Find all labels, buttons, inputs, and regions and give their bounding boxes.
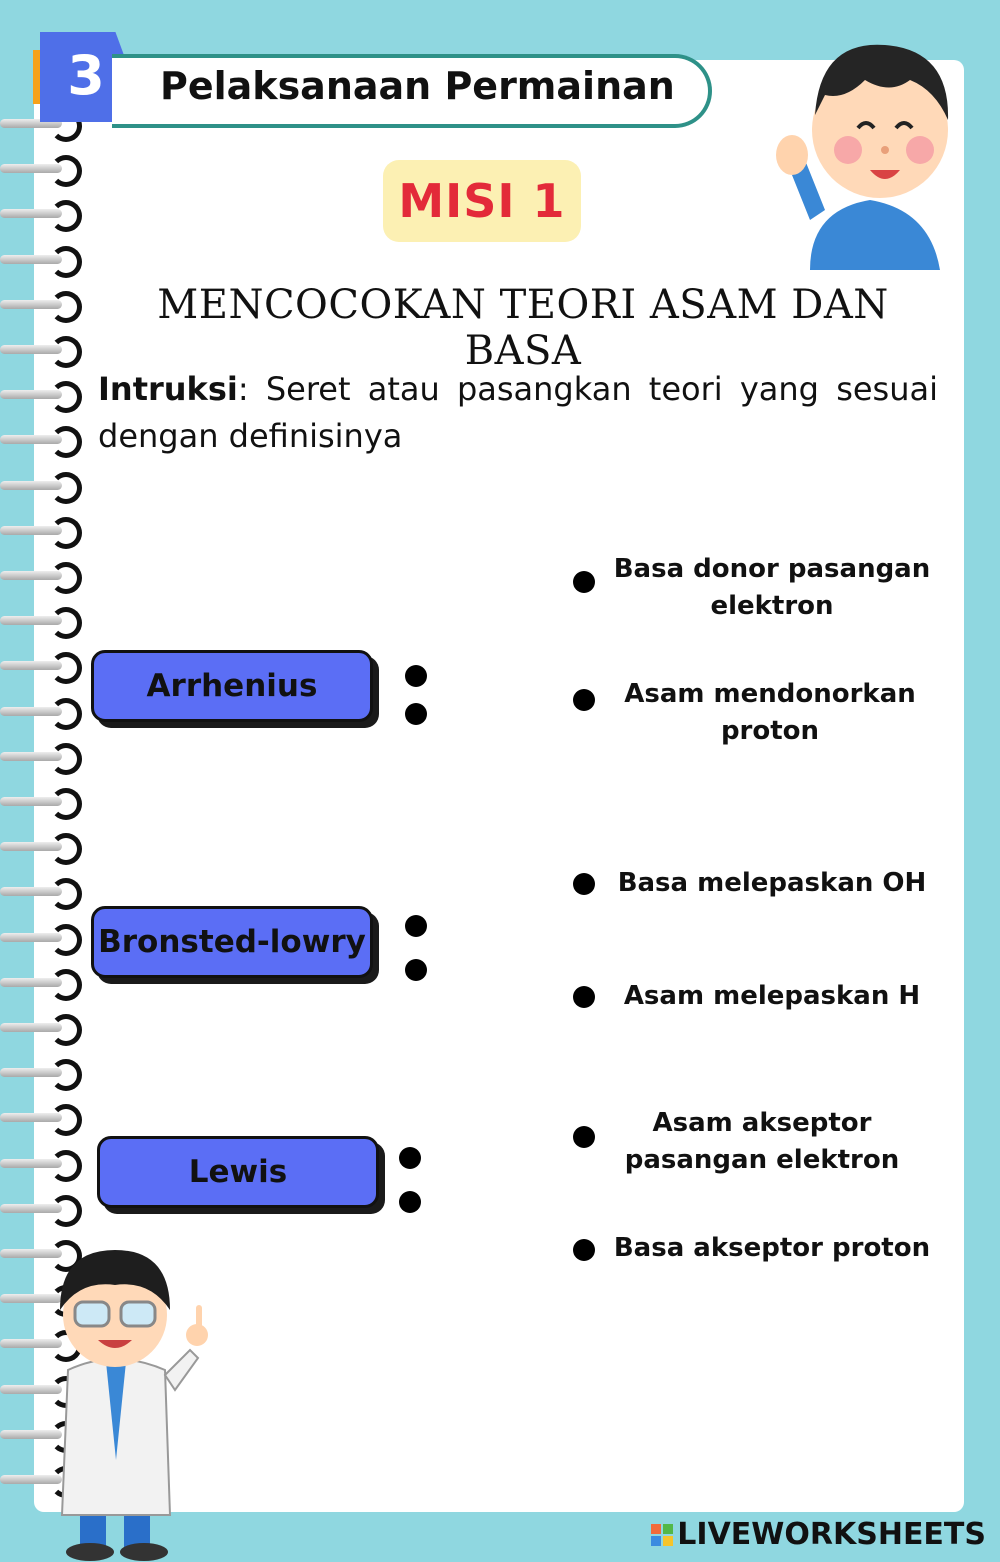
spiral-ring bbox=[0, 200, 82, 226]
definition-item: Asam mendonorkan proton bbox=[624, 679, 916, 746]
spiral-ring bbox=[0, 743, 82, 769]
spiral-ring bbox=[0, 698, 82, 724]
spiral-ring bbox=[0, 562, 82, 588]
definition-item: Asam akseptor pasangan elektron bbox=[624, 1108, 900, 1175]
spiral-ring bbox=[0, 336, 82, 362]
definition-dot[interactable] bbox=[573, 689, 595, 711]
definition-item: Basa melepaskan OH bbox=[617, 868, 927, 898]
definition-item: Basa donor pasangan elektron bbox=[613, 554, 931, 621]
spiral-ring bbox=[0, 833, 82, 859]
spiral-ring bbox=[0, 381, 82, 407]
spiral-ring bbox=[0, 472, 82, 498]
spiral-ring bbox=[0, 155, 82, 181]
brand-name: LIVEWORKSHEETS bbox=[677, 1517, 986, 1552]
spiral-ring bbox=[0, 1195, 82, 1221]
spiral-ring bbox=[0, 969, 82, 995]
spiral-ring bbox=[0, 426, 82, 452]
definition-item: Basa akseptor proton bbox=[613, 1233, 931, 1263]
definition-dot[interactable] bbox=[573, 873, 595, 895]
liveworksheets-brand bbox=[651, 1517, 986, 1552]
spiral-ring bbox=[0, 788, 82, 814]
instruction-text bbox=[98, 366, 938, 460]
definition-dot[interactable] bbox=[573, 571, 595, 593]
term-dot[interactable] bbox=[405, 959, 427, 981]
spiral-ring bbox=[0, 246, 82, 272]
mission-badge bbox=[383, 160, 581, 242]
term-dot[interactable] bbox=[405, 915, 427, 937]
page-heading: MENCOCOKAN TEORI ASAM DAN BASA bbox=[157, 282, 889, 374]
instruction-body: : Seret atau pasangkan teori yang sesuai dengan definisinya bbox=[98, 370, 938, 455]
scientist-kid-illustration bbox=[20, 1230, 220, 1562]
term-lewis[interactable]: Lewis bbox=[97, 1136, 379, 1208]
waving-boy-illustration bbox=[770, 20, 970, 270]
spiral-ring bbox=[0, 1059, 82, 1085]
spiral-ring bbox=[0, 1014, 82, 1040]
term-dot[interactable] bbox=[405, 703, 427, 725]
spiral-ring bbox=[0, 652, 82, 678]
term-arrhenius[interactable]: Arrhenius bbox=[91, 650, 373, 722]
term-bronsted-lowry[interactable]: Bronsted-lowry bbox=[91, 906, 373, 978]
liveworksheets-logo-icon bbox=[651, 1524, 673, 1546]
spiral-ring bbox=[0, 924, 82, 950]
definition-item: Asam melepaskan H bbox=[623, 981, 921, 1011]
mission-label: MISI 1 bbox=[398, 174, 566, 228]
spiral-ring bbox=[0, 1150, 82, 1176]
spiral-ring bbox=[0, 878, 82, 904]
definition-dot[interactable] bbox=[573, 1239, 595, 1261]
term-dot[interactable] bbox=[405, 665, 427, 687]
term-dot[interactable] bbox=[399, 1191, 421, 1213]
spiral-ring bbox=[0, 607, 82, 633]
instruction-label: Intruksi bbox=[98, 370, 238, 408]
spiral-ring bbox=[0, 1104, 82, 1130]
step-number: 3 bbox=[67, 44, 105, 107]
term-dot[interactable] bbox=[399, 1147, 421, 1169]
definition-dot[interactable] bbox=[573, 986, 595, 1008]
spiral-ring bbox=[0, 517, 82, 543]
spiral-ring bbox=[0, 291, 82, 317]
section-title: Pelaksanaan Permainan bbox=[160, 64, 675, 108]
definition-dot[interactable] bbox=[573, 1126, 595, 1148]
